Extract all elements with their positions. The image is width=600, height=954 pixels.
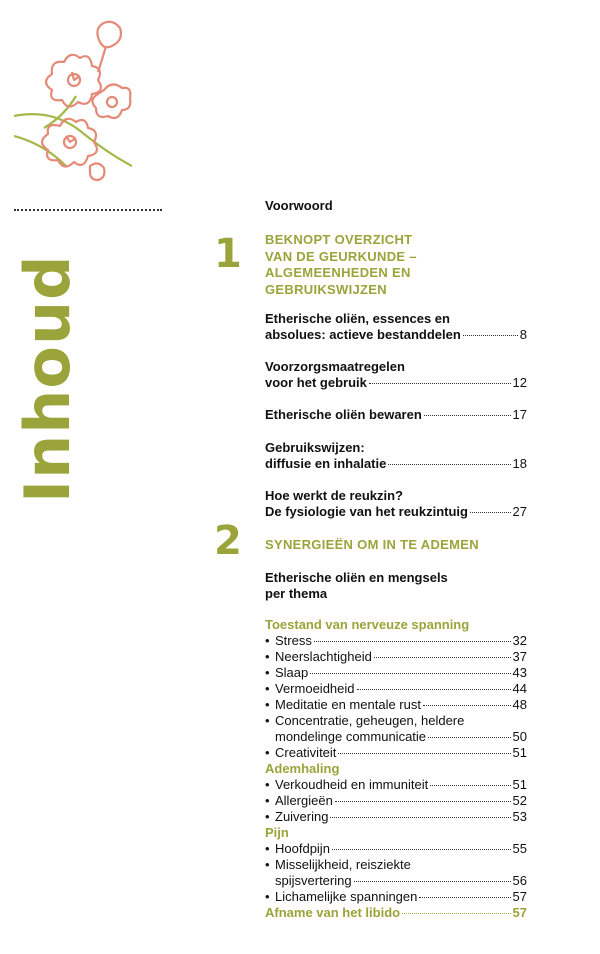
entry-line: Voorzorgsmaatregelen (265, 359, 405, 374)
chapter-1-title-line: GEBRUIKSWIJZEN (265, 281, 387, 297)
list-item[interactable]: • Allergieën 52 (265, 793, 527, 808)
intro-line: Etherische oliën en mengsels (265, 570, 448, 585)
page-number: 51 (512, 777, 527, 792)
entry-line: absolues: actieve bestanddelen 8 (265, 327, 527, 342)
page-number: 32 (512, 633, 527, 648)
entry-line: diffusie en inhalatie 18 (265, 456, 527, 471)
toc-entry[interactable] (265, 359, 527, 391)
list-item-continuation[interactable]: mondelinge communicatie 50 (275, 729, 527, 744)
preface-entry[interactable] (265, 198, 527, 214)
flower-illustration (14, 16, 132, 196)
section-heading: Afname van het libido (265, 905, 401, 920)
page-number: 17 (512, 407, 527, 422)
page-number: 52 (512, 793, 527, 808)
dot-leader (388, 464, 510, 465)
list-item[interactable]: • Lichamelijke spanningen 57 (265, 889, 527, 904)
page-number: 44 (512, 681, 527, 696)
list-item[interactable]: • Concentratie, geheugen, heldere (265, 713, 465, 728)
dot-leader (369, 383, 511, 384)
chapter-1-title-line: BEKNOPT OVERZICHT (265, 232, 413, 247)
section-heading[interactable]: Toestand van nerveuze spanning (265, 617, 470, 632)
dot-leader (335, 801, 511, 802)
list-item[interactable]: • Neerslachtigheid 37 (265, 649, 527, 664)
entry-line: Etherische oliën, essences en (265, 311, 450, 326)
page-number: 57 (512, 905, 527, 920)
list-item[interactable]: • Zuivering 53 (265, 809, 527, 824)
chapter-1-title-line: ALGEMEENHEDEN EN (265, 265, 411, 280)
page-number: 51 (512, 745, 527, 760)
entry-line: Hoe werkt de reukzin? (265, 488, 403, 503)
section-heading[interactable]: Pijn (265, 825, 289, 840)
chapter-1-title-line: VAN DE GEURKUNDE – (265, 248, 417, 264)
page-number: 53 (512, 809, 527, 824)
chapter-1-title[interactable] (265, 232, 527, 298)
page-number: 12 (512, 375, 527, 390)
toc-entry[interactable] (265, 440, 527, 472)
dot-leader (402, 913, 510, 914)
chapter-1-number: 1 (214, 231, 242, 277)
list-item[interactable]: • Vermoeidheid 44 (265, 681, 527, 696)
chapter-2-title[interactable] (265, 537, 527, 554)
list-item[interactable]: • Creativiteit 51 (265, 745, 527, 760)
entry-line: voor het gebruik 12 (265, 375, 527, 390)
dot-leader (430, 785, 510, 786)
chapter-2-number: 2 (214, 518, 242, 564)
page-number: 57 (512, 889, 527, 904)
dot-leader (419, 897, 510, 898)
chapter-2-title-line: SYNERGIEËN OM IN TE ADEMEN (265, 537, 479, 552)
list-item[interactable]: • Verkoudheid en immuniteit 51 (265, 777, 527, 792)
dot-leader (470, 512, 511, 513)
list-item-continuation[interactable]: spijsvertering 56 (275, 873, 527, 888)
dot-leader (354, 881, 511, 882)
dot-leader (310, 673, 510, 674)
page-number: 48 (512, 697, 527, 712)
chapter-2-intro (265, 570, 527, 602)
list-item[interactable]: • Meditatie en mentale rust 48 (265, 697, 527, 712)
list-item[interactable]: • Stress 32 (265, 633, 527, 648)
page-number: 37 (512, 649, 527, 664)
dot-leader (314, 641, 511, 642)
dot-leader (357, 689, 511, 690)
dot-leader (463, 335, 518, 336)
page-number: 50 (512, 729, 527, 744)
page-number: 27 (512, 504, 527, 519)
entry-line: De fysiologie van het reukzintuig 27 (265, 504, 527, 519)
dot-leader (428, 737, 511, 738)
toc-entry[interactable] (265, 311, 527, 343)
toc-entry[interactable] (265, 488, 527, 520)
toc-entry[interactable] (265, 407, 527, 423)
preface-label: Voorwoord (265, 198, 333, 213)
dotted-divider (14, 209, 162, 211)
page-title: Inhoud (11, 254, 84, 503)
dot-leader (423, 705, 511, 706)
page-number: 18 (512, 456, 527, 471)
dot-leader (330, 817, 510, 818)
chapter-2-list (265, 617, 527, 921)
page-number: 56 (512, 873, 527, 888)
dot-leader (424, 415, 511, 416)
list-item[interactable]: • Slaap 43 (265, 665, 527, 680)
intro-line: per thema (265, 586, 328, 601)
page-number: 43 (512, 665, 527, 680)
entry-line: Etherische oliën bewaren 17 (265, 407, 527, 422)
dot-leader (332, 849, 511, 850)
page-number: 55 (512, 841, 527, 856)
list-item[interactable]: • Hoofdpijn 55 (265, 841, 527, 856)
entry-line: Gebruikswijzen: (265, 440, 365, 455)
list-item[interactable]: • Misselijkheid, reisziekte (265, 857, 411, 872)
page-number: 8 (519, 327, 527, 342)
dot-leader (374, 657, 511, 658)
section-heading-entry[interactable] (265, 905, 527, 921)
dot-leader (338, 753, 510, 754)
section-heading[interactable]: Ademhaling (265, 761, 340, 776)
